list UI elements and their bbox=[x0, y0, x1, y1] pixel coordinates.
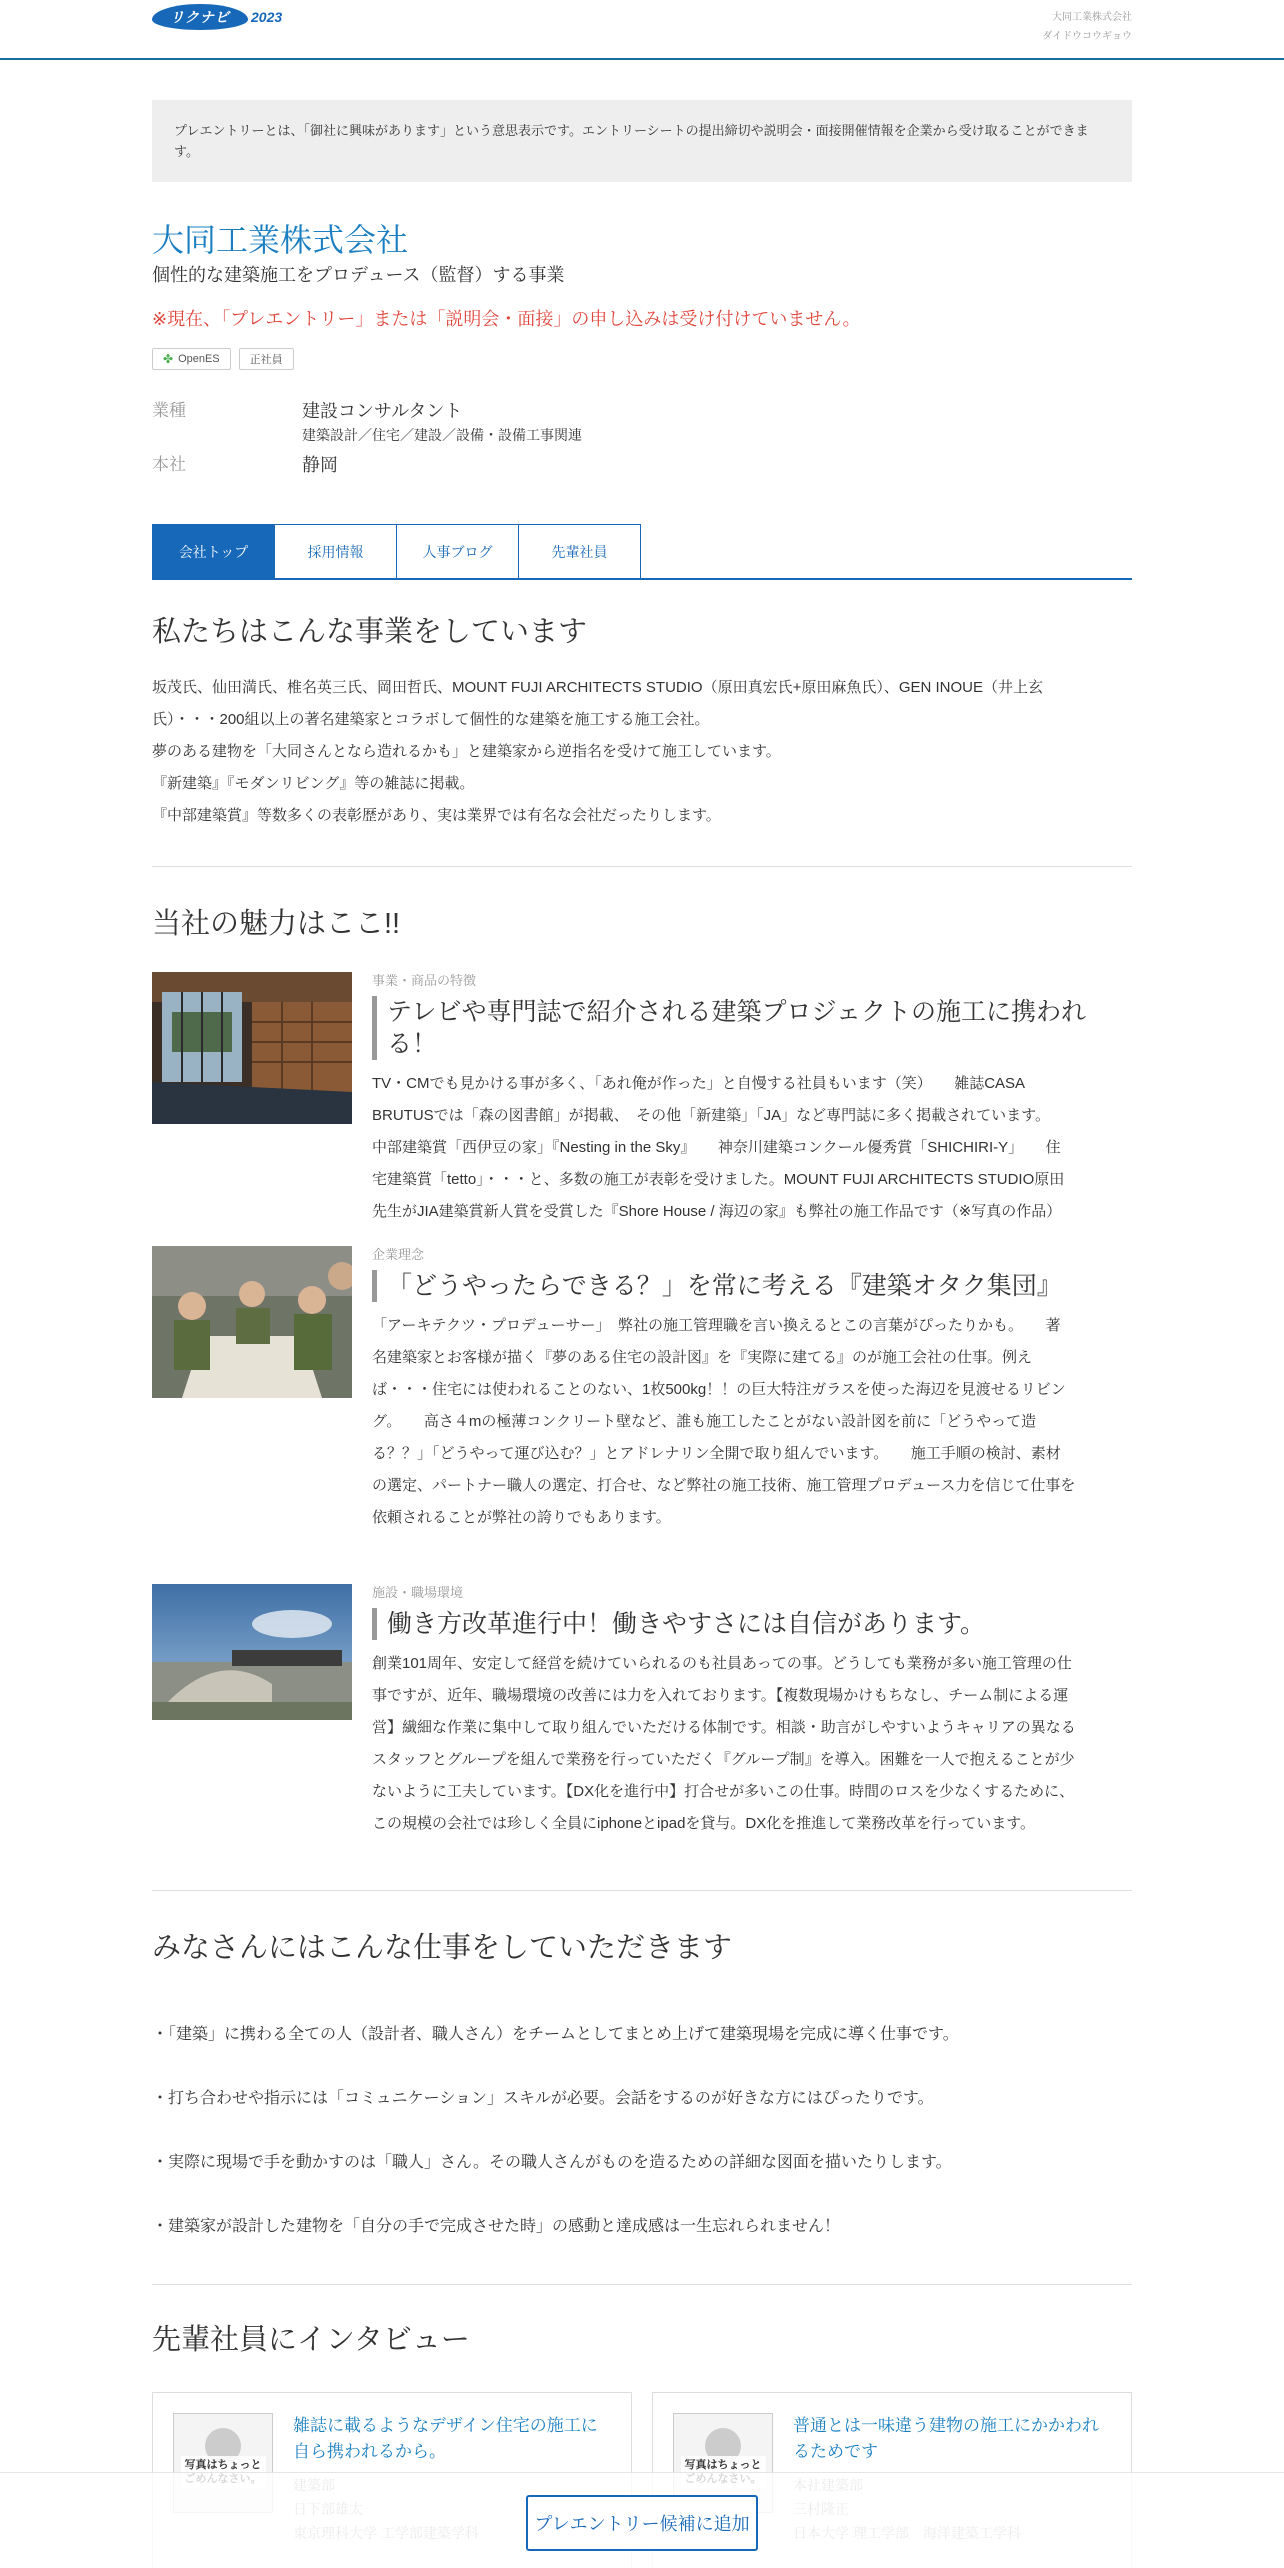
appeal-title: 働き方改革進行中！働きやすさには自信があります。 bbox=[372, 1608, 1132, 1640]
business-section bbox=[152, 612, 1132, 832]
appeal-line: ば・・・住宅には使われることのない、1枚500kg！！の巨大特注ガラスを使った海辺を見渡せるリビン bbox=[372, 1381, 1066, 1398]
appeal-title: 「どうやったらできる？」を常に考える『建築オタク集団』 bbox=[372, 1270, 1132, 1302]
appeal-title: テレビや専門誌で紹介される建築プロジェクトの施工に携われる！ bbox=[372, 996, 1132, 1060]
tab-recruit-info[interactable]: 採用情報 bbox=[274, 524, 397, 578]
appeal-heading: 当社の魅力はここ!! bbox=[152, 908, 401, 940]
appeal-section bbox=[152, 904, 1132, 944]
tab-company-top[interactable]: 会社トップ bbox=[152, 524, 275, 578]
divider bbox=[152, 1890, 1132, 1891]
jobs-heading: みなさんにはこんな仕事をしていただきます bbox=[152, 1932, 733, 1964]
appeal-category: 事業・商品の特徴 bbox=[372, 973, 477, 988]
industry-label: 業種 bbox=[152, 401, 186, 420]
tag-fulltime bbox=[239, 348, 294, 370]
header-company-info bbox=[1042, 8, 1132, 46]
business-text bbox=[152, 672, 1132, 832]
rikunabi-logo[interactable] bbox=[152, 4, 282, 30]
appeal-category: 施設・職場環境 bbox=[372, 1585, 464, 1600]
meeting-photo bbox=[152, 1246, 352, 1398]
appeal-line: 先生がJIA建築賞新人賞を受賞した『Shore House / 海辺の家』も弊社の施工作品です（※写真の作品） bbox=[372, 1203, 1062, 1220]
jobs-section bbox=[152, 1928, 1132, 1968]
tab-bar bbox=[152, 524, 1132, 580]
business-line: 『中部建築賞』等数多くの表彰歴があり、実は業界では有名な会社だったりします。 bbox=[152, 807, 721, 824]
interview-title-link[interactable]: 雑誌に載るようなデザイン住宅の施工に自ら携われるから。 bbox=[293, 2416, 598, 2461]
job-item: ・打ち合わせや指示には「コミュニケーション」スキルが必要。会話をするのが好きな方にはぴったりです。 bbox=[152, 2090, 934, 2107]
photo-placeholder-text: 写真はちょっと bbox=[181, 2456, 266, 2488]
job-item: ・建築家が設計した建物を「自分の手で完成させた時」の感動と達成感は一生忘れられません！ bbox=[152, 2218, 841, 2235]
appeal-line: 「アーキテクツ・プロデューサー」 弊社の施工管理職を言い換えるとこの言葉がぴったりかも。 著 bbox=[372, 1317, 1061, 1334]
industry-value: 建設コンサルタント bbox=[302, 401, 463, 421]
appeal-line: 名建築家とお客様が描く『夢のある住宅の設計図』を『実際に建てる』のが施工会社の仕事。例え bbox=[372, 1349, 1033, 1366]
business-line: 夢のある建物を「大同さんとなら造れるかも」と建築家から逆指名を受けて施工しています。 bbox=[152, 743, 781, 760]
appeal-line: る？？」「どうやって運び込む？」とアドレナリン全開で取り組んでいます。 施工手順の検討、素材 bbox=[372, 1445, 1061, 1462]
interview-title-link[interactable]: 普通とは一味違う建物の施工にかかわれるためです bbox=[793, 2416, 1099, 2461]
job-item: ・「建築」に携わる全ての人（設計者、職人さん）をチームとしてまとめ上げて建築現場を完成に導く仕事です。 bbox=[152, 2026, 959, 2043]
photo-placeholder-text: 写真はちょっと bbox=[681, 2456, 766, 2488]
tab-senior-staff[interactable]: 先輩社員 bbox=[518, 524, 641, 578]
appeal-line: 宅建築賞「tetto」・・・と、多数の施工が表彰を受けました。MOUNT FUJI ARCHITECTS STUDIO原田 bbox=[372, 1171, 1065, 1188]
info-row-hq bbox=[152, 452, 1132, 478]
appeal-text bbox=[372, 1310, 1132, 1534]
job-item: ・実際に現場で手を動かすのは「職人」さん。その職人さんがものを造るための詳細な図面を描いたりします。 bbox=[152, 2154, 952, 2171]
business-line: 坂茂氏、仙田満氏、椎名英三氏、岡田哲氏、MOUNT FUJI ARCHITECTS STUDIO（原田真宏氏+原田麻魚氏）、GEN INOUE（井上玄 bbox=[152, 679, 1044, 696]
appeal-category: 企業理念 bbox=[372, 1247, 425, 1262]
company-info bbox=[152, 398, 1132, 478]
appeal-line: 創業101周年、安定して経営を続けていられるのも社員あっての事。どうしても業務が多い施工管理の仕 bbox=[372, 1655, 1072, 1672]
add-preentry-button[interactable]: プレエントリー候補に追加 bbox=[526, 2495, 758, 2551]
business-heading: 私たちはこんな事業をしています bbox=[152, 616, 588, 648]
divider bbox=[152, 2284, 1132, 2285]
info-row-industry bbox=[152, 398, 1132, 446]
business-line: 『新建築』『モダンリビング』等の雑誌に掲載。 bbox=[152, 775, 475, 792]
appeal-line: 依頼されることが弊社の誇りでもあります。 bbox=[372, 1509, 671, 1526]
appeal-line: BRUTUSでは「森の図書館」が掲載、 その他「新建築」「JA」など専門誌に多く掲載されています。 bbox=[372, 1107, 1050, 1124]
appeal-line: 中部建築賞「西伊豆の家」『Nesting in the Sky』 神奈川建築コンクール優秀賞「SHICHIRI-Y」 住 bbox=[372, 1139, 1061, 1156]
appeal-line: ないように工夫しています。【DX化を進行中】打合せが多いこの仕事。時間のロスを少なくするために、 bbox=[372, 1783, 1075, 1800]
divider bbox=[152, 866, 1132, 867]
preentry-notice: プレエントリーとは、「御社に興味があります」という意思表示です。エントリーシートの提出締切や説明会・面接開催情報を企業から受け取ることができます。 bbox=[152, 100, 1132, 182]
appeal-text bbox=[372, 1648, 1132, 1840]
logo-year: 2023 bbox=[251, 9, 283, 25]
site-header bbox=[0, 0, 1284, 60]
tab-hr-blog[interactable]: 人事ブログ bbox=[396, 524, 519, 578]
appeal-line: TV・CMでも見かける事が多く、「あれ俺が作った」と自慢する社員もいます（笑） 雑誌CASA bbox=[372, 1075, 1026, 1092]
business-line: 氏）・・・200組以上の著名建築家とコラボして個性的な建築を施工する施工会社。 bbox=[152, 711, 710, 728]
tag-label: OpenES bbox=[178, 353, 220, 365]
interview-heading: 先輩社員にインタビュー bbox=[152, 2324, 470, 2356]
appeal-line: の選定、パートナー職人の選定、打合せ、など弊社の施工技術、施工管理プロデュース力を信じて仕事を bbox=[372, 1477, 1076, 1494]
appeal-body bbox=[372, 1246, 1132, 1534]
appeal-line: この規模の会社では珍しく全員にiphoneとipadを貸与。DX化を推進して業務改革を行っています。 bbox=[372, 1815, 1036, 1832]
industry-sub: 建築設計／住宅／建設／設備・設備工事関連 bbox=[302, 427, 582, 443]
interior-photo bbox=[152, 972, 352, 1124]
appeal-line: スタッフとグループを組んで業務を行っていただく『グループ制』を導入。困難を一人で抱えることが少 bbox=[372, 1751, 1075, 1768]
company-catch: 個性的な建築施工をプロデュース（監督）する事業 bbox=[152, 265, 565, 285]
hq-label: 本社 bbox=[152, 455, 186, 474]
header-company-kana: ダイドウコウギョウ bbox=[1042, 31, 1132, 42]
interview-section bbox=[152, 2320, 1132, 2360]
tag-label: 正社員 bbox=[249, 354, 283, 366]
appeal-body bbox=[372, 972, 1132, 1228]
logo-mark: リクナビ bbox=[152, 4, 248, 30]
hq-value: 静岡 bbox=[302, 455, 338, 475]
building-photo bbox=[152, 1584, 352, 1720]
appeal-body bbox=[372, 1584, 1132, 1840]
tag-list bbox=[152, 348, 1132, 370]
appeal-line: グ。 高さ４mの極薄コンクリート壁など、誰も施工したことがない設計図を前に「どうやって造 bbox=[372, 1413, 1037, 1430]
appeal-text bbox=[372, 1068, 1132, 1228]
fixed-entry-bar bbox=[0, 2472, 1284, 2568]
company-name: 大同工業株式会社 bbox=[152, 222, 409, 258]
tag-openes bbox=[152, 348, 231, 370]
header-company-name: 大同工業株式会社 bbox=[1052, 12, 1132, 23]
appeal-line: 事ですが、近年、職場環境の改善には力を入れております。【複数現場かけもちなし、チーム制による運 bbox=[372, 1687, 1069, 1704]
closed-notice: ※現在、「プレエントリー」または「説明会・面接」の申し込みは受け付けていません。 bbox=[152, 309, 861, 329]
appeal-line: 営】繊細な作業に集中して取り組んでいただける体制です。相談・助言がしやすいようキャリアの異なる bbox=[372, 1719, 1076, 1736]
clover-icon: ✤ bbox=[163, 352, 174, 366]
